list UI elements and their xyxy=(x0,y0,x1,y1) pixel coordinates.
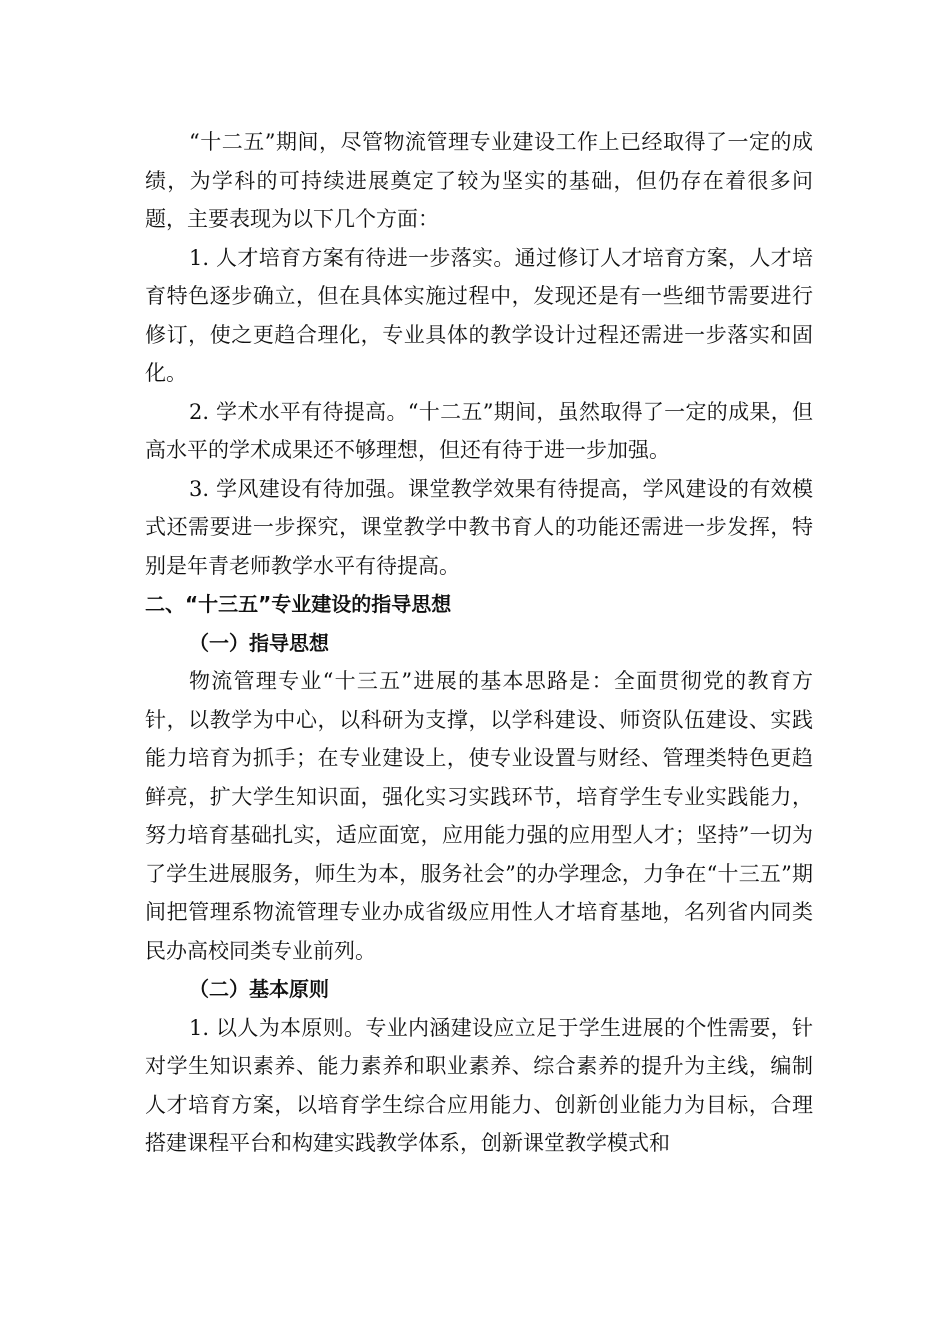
document-body xyxy=(145,123,813,1163)
intro-paragraph: “十二五”期间，尽管物流管理专业建设工作上已经取得了一定的成绩，为学科的可持续进展奠定了较为坚实的基础，但仍存在着很多问题，主要表现为以下几个方面： xyxy=(145,130,813,231)
problem-item-2: 2. 学术水平有待提高。“十二五”期间，虽然取得了一定的成果，但高水平的学术成果还不够理想，但还有待于进一步加强。 xyxy=(145,399,813,462)
problem-item-1: 1. 人才培育方案有待进一步落实。通过修订人才培育方案，人才培育特色逐步确立，但在具体实施过程中，发现还是有一些细节需要进行修订，使之更趋合理化，专业具体的教学设计过程还需进一步落实和固化。 xyxy=(145,245,813,385)
guiding-thought-paragraph: 物流管理专业“十三五”进展的基本思路是：全面贯彻党的教育方针，以教学为中心，以科研为支撑，以学科建设、师资队伍建设、实践能力培育为抓手；在专业建设上，使专业设置与财经、管理类特色更趋鲜亮，扩大学生知识面，强化实习实践环节，培育学生专业实践能力，努力培育基础扎实，适应面宽，应用能力强的应用型人才；坚持”一切为了学生进展服务，师生为本，服务社会”的办学理念，力争在“十三五”期间把管理系物流管理专业办成省级应用性人才培育基地，名列省内同类民办高校同类专业前列。 xyxy=(145,669,813,963)
problem-item-3: 3. 学风建设有待加强。课堂教学效果有待提高，学风建设的有效模式还需要进一步探究，课堂教学中教书育人的功能还需进一步发挥，特别是年青老师教学水平有待提高。 xyxy=(145,476,813,578)
section-heading: 二、“十三五”专业建设的指导思想 xyxy=(145,592,452,616)
subsection-heading-guiding-thought: （一）指导思想 xyxy=(189,630,329,655)
subsection-heading-basic-principles: （二）基本原则 xyxy=(189,977,329,1001)
basic-principles-paragraph: 1. 以人为本原则。专业内涵建设应立足于学生进展的个性需要，针对学生知识素养、能力素养和职业素养、综合素养的提升为主线，编制人才培育方案，以培育学生综合应用能力、创新创业能力为目标，合理搭建课程平台和构建实践教学体系，创新课堂教学模式和 xyxy=(145,1015,813,1155)
